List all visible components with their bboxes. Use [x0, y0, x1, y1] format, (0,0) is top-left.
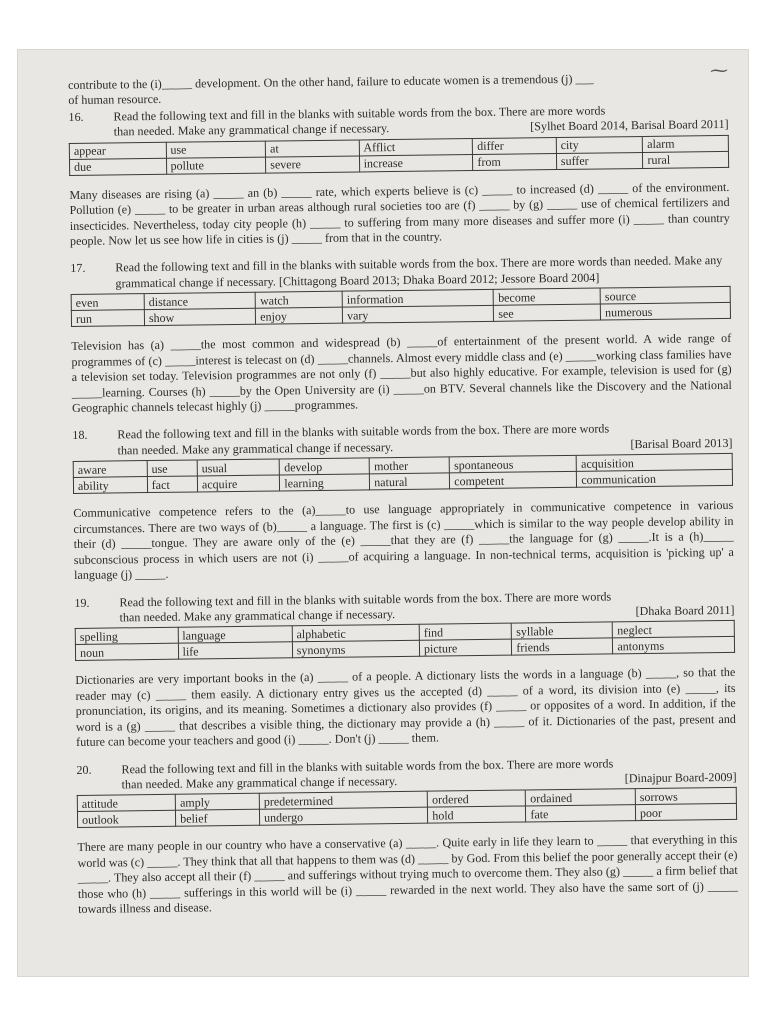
word-cell: city	[556, 136, 643, 153]
word-cell: neglect	[613, 621, 735, 638]
word-box-20	[77, 787, 737, 828]
word-box-19	[75, 620, 735, 661]
intro-line-2: of human resource.	[68, 92, 162, 108]
word-cell: ordered	[428, 790, 526, 807]
page-content	[68, 70, 738, 930]
word-cell: communication	[577, 470, 733, 488]
question-source: [Barisal Board 2013]	[630, 435, 733, 452]
question-number: 19.	[74, 595, 90, 610]
word-cell: at	[265, 140, 359, 157]
word-cell: severe	[266, 156, 360, 173]
question-instruction-2: than needed. Make any grammatical change if necessary.	[121, 773, 398, 792]
word-cell: find	[419, 623, 512, 640]
word-cell: suffer	[556, 152, 643, 169]
question-instruction: Read the following text and fill in the blanks with suitable words from the box. There are more words	[113, 103, 606, 124]
word-cell: due	[69, 158, 166, 175]
word-cell: fate	[526, 805, 636, 822]
passage-17: Television has (a) _____the most common and widespread (b) _____of entertainment of the present world. A wide range of programmes of (c) _____interest is telecast on (d) _____channels. Almost every middle class and (e) _____working class families have a television set today. Television programmes are not only (f) _____but also highly educative. For example, television is used for (g) _____learning. Courses (h) _____by the Open University are (i) _____on BTV. Several channels like the Discovery and the National Geographic channels telecast highly (j) _____programmes.	[71, 331, 732, 415]
word-cell: information	[342, 290, 493, 308]
word-box-18	[73, 453, 733, 494]
word-cell: belief	[176, 810, 260, 827]
word-cell: attitude	[77, 795, 175, 812]
question-instruction: Read the following text and fill in the blanks with suitable words from the box. There are more words	[119, 588, 612, 609]
word-cell: acquisition	[577, 454, 733, 472]
question-number: 16.	[68, 109, 84, 124]
question-instruction: Read the following text and fill in the blanks with suitable words from the box. There are more words than needed. Make any grammatical change if necessary. [Chittagong Board 2013; Dhaka Board 2012; Jessore Board 2004]	[115, 253, 723, 291]
word-cell: picture	[419, 639, 512, 656]
word-cell: rural	[643, 151, 729, 168]
word-cell: poor	[635, 804, 736, 821]
word-box-16	[69, 135, 729, 176]
word-cell: use	[166, 141, 266, 158]
word-cell: mother	[369, 457, 449, 474]
word-cell: differ	[473, 137, 557, 154]
word-cell: noun	[75, 644, 178, 661]
word-cell: usual	[197, 459, 280, 476]
word-cell: Afflict	[359, 138, 473, 155]
word-cell: use	[147, 460, 197, 477]
word-cell: natural	[370, 473, 450, 490]
word-cell: friends	[512, 638, 613, 655]
word-cell: hold	[428, 806, 526, 823]
word-cell: competent	[450, 472, 577, 490]
word-cell: syllable	[512, 622, 613, 639]
word-cell: spelling	[75, 628, 178, 645]
word-cell: alarm	[643, 135, 729, 152]
word-cell: numerous	[600, 303, 730, 321]
word-cell: ordained	[526, 789, 636, 806]
word-cell: distance	[144, 292, 256, 309]
word-cell: ability	[73, 477, 147, 494]
question-number: 18.	[72, 428, 88, 443]
word-cell: acquire	[197, 475, 280, 492]
question-instruction-2: than needed. Make any grammatical change if necessary.	[113, 121, 390, 139]
word-cell: become	[494, 288, 601, 305]
word-cell: amply	[175, 794, 259, 811]
question-instruction-2: than needed. Make any grammatical change if necessary.	[117, 439, 394, 458]
word-cell: develop	[280, 458, 370, 475]
question-number: 20.	[76, 762, 92, 777]
word-cell: run	[71, 310, 144, 327]
document-page	[18, 50, 748, 976]
word-cell: aware	[73, 461, 147, 478]
word-cell: show	[144, 308, 256, 325]
question-number: 17.	[70, 261, 86, 276]
word-cell: life	[178, 642, 292, 659]
passage-16: Many diseases are rising (a) _____ an (b) _____ rate, which experts believe is (c) _____ to increased (d) _____ of the environment. Pollution (e) _____ to be greater in urban areas although rural societies too are (f) _____ by (g) _____ use of chemical fertilizers and insecticides. Nevertheless, today city people (h) _____ to suffering from many more diseases and suffer more (i) _____ than country people. Now let us see how life in cities is (j) _____ from that in the country.	[69, 179, 730, 248]
word-cell: see	[494, 304, 601, 321]
word-cell: outlook	[77, 811, 175, 828]
word-cell: enjoy	[256, 307, 343, 324]
question-source: [Dinajpur Board-2009]	[624, 769, 737, 786]
word-cell: predetermined	[259, 792, 427, 810]
word-cell: undergo	[259, 808, 427, 826]
pen-mark-icon: ⁓	[710, 60, 728, 80]
word-cell: from	[473, 153, 557, 170]
passage-18: Communicative competence refers to the (a)_____to use language appropriately in communicative competence in various circumstances. There are two ways of (b)_____ a language. The first is (c) _____which is similar to the way people develop ability in their (d) _____tongue. They are aware only of the (e) _____that they are (f) _____the language for (g) _____.It is a (h)_____ subconscious process in which users are not (i) _____of acquiring a language. In non-technical terms, acquisition is 'picking up' a language (j) _____.	[73, 498, 734, 582]
word-cell: increase	[359, 154, 473, 171]
question-source: [Dhaka Board 2011]	[635, 602, 735, 619]
word-cell: pollute	[166, 157, 266, 174]
word-cell: synonyms	[292, 641, 419, 659]
word-cell: sorrows	[635, 788, 736, 805]
word-cell: vary	[342, 306, 493, 324]
question-instruction: Read the following text and fill in the blanks with suitable words from the box. There are more words	[117, 421, 610, 442]
word-cell: learning	[280, 474, 370, 491]
word-cell: spontaneous	[449, 456, 576, 474]
word-cell: appear	[69, 142, 166, 159]
word-cell: even	[71, 294, 144, 311]
question-instruction: Read the following text and fill in the blanks with suitable words from the box. There are more words	[121, 755, 614, 776]
passage-20: There are many people in our country who have a conservative (a) _____. Quite early in life they learn to _____ that everything in this world was (c) _____. They think that all that happens to them was (d) _____ by God. From this belief the poor generally accept their (e) _____. They also accept all their (f) _____ and sufferings without trying much to overcome them. They also (g) _____ a firm belief that those who (h) _____ sufferings in this world will be (i) _____ rewarded in the next world. They also have the same sort of (j) _____ towards illness and disease.	[77, 832, 739, 916]
word-cell: watch	[255, 291, 342, 308]
question-instruction-2: than needed. Make any grammatical change if necessary.	[119, 606, 396, 625]
word-cell: alphabetic	[292, 625, 419, 643]
intro-line-1: contribute to the (i)_____ development. On the other hand, failure to educate women is a tremendous (j) ___	[68, 71, 594, 92]
word-cell: source	[600, 287, 730, 305]
word-box-17	[71, 286, 731, 327]
question-source: [Sylhet Board 2014, Barisal Board 2011]	[530, 117, 729, 134]
word-cell: fact	[147, 476, 197, 493]
word-cell: antonyms	[613, 637, 735, 654]
passage-19: Dictionaries are very important books in the (a) _____ of a people. A dictionary lists the words in a language (b) _____, so that the reader may (c) _____ them easily. A dictionary entry gives us the accepted (d) _____ of a word, its division into (e) _____, its pronunciation, its origins, and its meaning. Sometimes a dictionary also provides (f) _____ or opposites of a word. In addition, if the word is a (g) _____ that describes a visible thing, the dictionary may provide a (h) _____ of it. Dictionaries of the past, present and future can become your teachers and good (i) _____. Don't (j) _____ them.	[75, 665, 736, 749]
word-cell: language	[178, 626, 292, 643]
